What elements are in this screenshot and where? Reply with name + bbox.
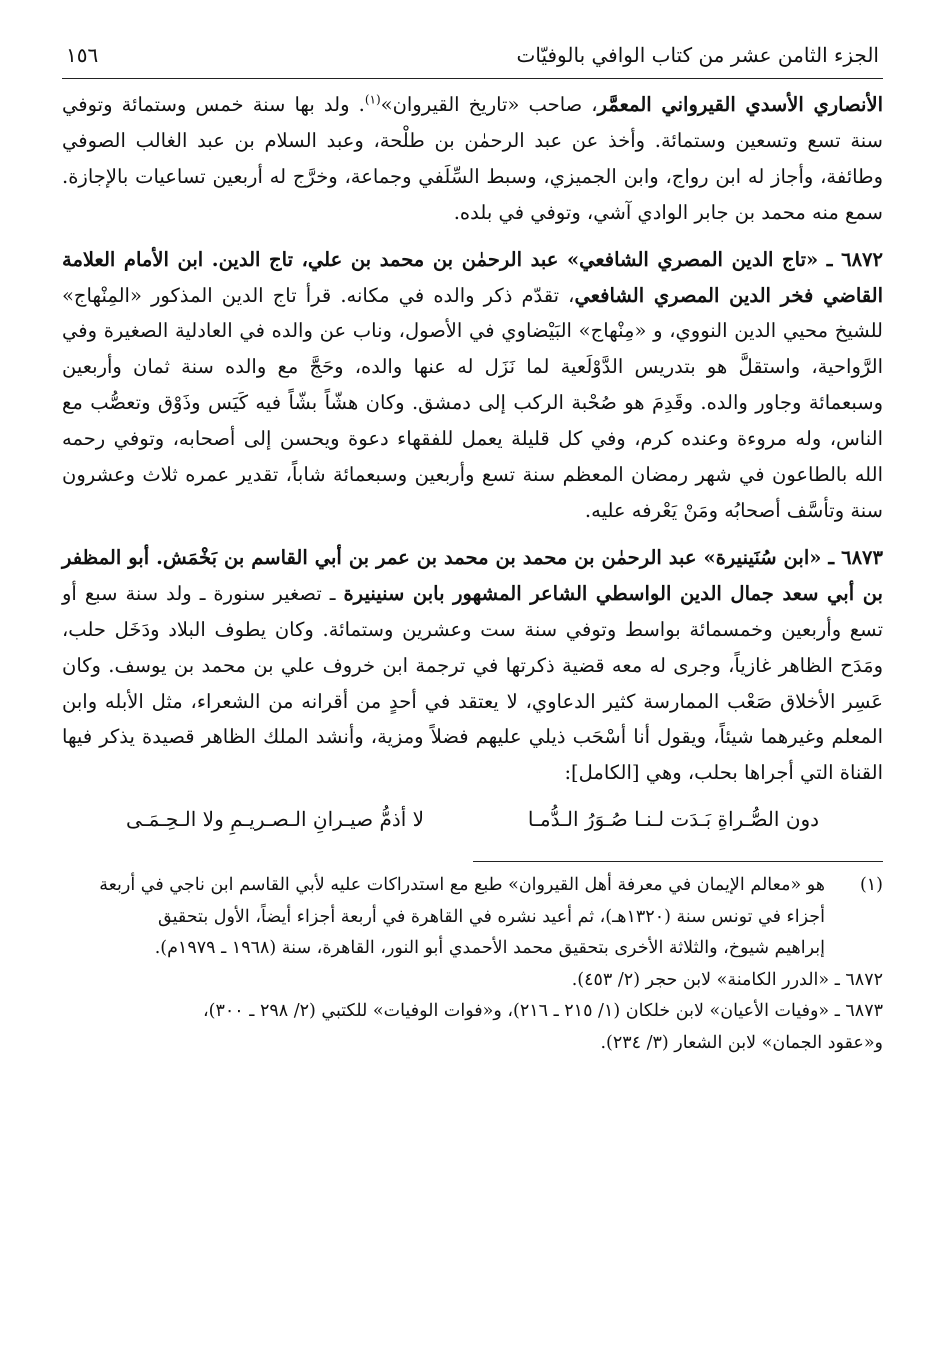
footnote-marker: (١) (859, 875, 883, 896)
entry-6872 (62, 242, 883, 529)
poetry-verse (62, 801, 883, 837)
entry-6873-text: ـ تصغير سنورة ـ ولد سنة سبع أو تسع وأربعين وخمسمائة بواسط وتوفي سنة ست وعشرين وستمائة. وكان يطوف البلاد ودَخَل حلب، ومَدَح الظاهر غازياً، وجرى له معه قضية ذكرتها في ترجمة ابن خروف علي بن محمد بن يوسف. وكان عَسِر الأخلاق صَعْب الممارسة كثير الدعاوي، لا يعتقد في أحدٍ من أقرانه من الشعراء، مثل الأبله وابن المعلم وغيرهما شيئاً، ويقول أنا أسْحَب ذيلي عليهم فضلاً ومزية، وأنشد الملك الظاهر قصيدة يذكر فيها القناة التي أجراها بحلب، وهي [الكامل]: (62, 581, 883, 785)
running-title: الجزء الثامن عشر من كتاب الوافي بالوفيّات (516, 43, 879, 67)
verse-hemistich-second: لا أذمُّ صيـرانِ الـصـريـمِ ولا الـحِـمَـى (125, 807, 425, 832)
source-note-6873 (62, 996, 883, 1059)
paragraph-lead: الأنصاري الأسدي القيرواني المعمَّر (597, 93, 883, 116)
page-header (62, 38, 883, 79)
footnote-line: أجزاء في تونس سنة (١٣٢٠هـ)، ثم أعيد نشره في القاهرة في أربعة أجزاء أيضاً، الأول بتحقيق (158, 906, 825, 927)
source-note-text (62, 996, 883, 1059)
source-note-text (62, 965, 883, 997)
continuation-paragraph (62, 87, 883, 231)
footnotes (62, 870, 883, 1059)
page-number: ١٥٦ (66, 43, 99, 67)
paragraph-after-lead: ، صاحب «تاريخ القيروان» (380, 93, 598, 116)
footnote-line: إبراهيم شيوخ، والثلاثة الأخرى بتحقيق محمد الأحمدي أبو النور، القاهرة، سنة (١٩٦٨ ـ ١٩٧٩م). (154, 938, 825, 959)
entry-6872-heading: ٦٨٧٢ ـ «تاج الدين المصري الشافعي» عبد الرحمٰن بن محمد بن علي، تاج الدين. ابن الأمام العلامة القاضي فخر الدين المصري الشافعي (62, 247, 883, 307)
source-note-line: و«عقود الجمان» لابن الشعار (٣/ ٢٣٤). (600, 1032, 883, 1053)
footnote-separator (473, 861, 883, 862)
entry-6873-heading: ٦٨٧٣ ـ «ابن سُنَينيرة» عبد الرحمٰن بن محمد بن محمد بن عمر بن أبي القاسم بن بَخْمَش. أبو المظفر بن أبي سعد جمال الدين الواسطي الشاعر المشهور بابن سنينيرة (62, 545, 883, 605)
source-note-line: ٦٨٧٣ ـ «وفيات الأعيان» لابن خلكان (١/ ٢١٥ ـ ٢١٦)، و«فوات الوفيات» للكتبي (٢/ ٢٩٨ ـ ٣٠٠)، (202, 1001, 883, 1022)
paragraph-text: . ولد بها سنة خمس وستمائة وتوفي سنة تسع وتسعين وستمائة. وأخذ عن عبد الرحمٰن بن طلْحة، وعبد السلام بن عبد الغالب الصوفي وطائفة، وأجاز له ابن رواج، وابن الجميزي، وسبط السِّلَفي وجماعة، وخرَّج له أربعين تساعيات بالإجازة. سمع منه محمد بن جابر الوادي آشي، وتوفي في بلده. (62, 93, 883, 224)
source-note-line: ٦٨٧٢ ـ «الدرر الكامنة» لابن حجر (٢/ ٤٥٣). (571, 969, 883, 990)
footnote-1 (62, 870, 883, 965)
footnote-line: هو «معالم الإيمان في معرفة أهل القيروان» طبع مع استدراكات عليه لأبي القاسم ابن ناجي في أربعة (99, 875, 825, 896)
entry-6872-text: ، تقدّم ذكر والده في مكانه. قرأ تاج الدين المذكور «المِنْهاج» للشيخ محيي الدين النووي، و «مِنْهاج» البَيْضاوي في الأصول، وناب عن والده في العادلية الصغيرة وفي الرَّواحية، واستقلَّ هو بتدريس الدَّوْلَعية لما نَزَل له عنها والده، وحَجَّ مع والده سنة ثمان وأربعين وسبعمائة وجاور والده. وقَدِمَ هو صُحْبة الركب إلى دمشق. وكان هشّاً بشّاً فيه كَيَس وذَوْق وتعصُّب مع الناس، وله مروءة وعنده كرم، وفي كل قليلة يعمل للفقهاء دعوة ويحسن إلى أصحابه، وتوفي رحمه الله بالطاعون في شهر رمضان المعظم سنة تسع وأربعين وسبعمائة شاباً، تقدير عمره ثلاث وعشرون سنة وتأسَّف أصحابُه ومَنْ يَعْرفه عليه. (62, 283, 883, 522)
verse-hemistich-first: دون الصُّـراةِ بَـدَت لـنـا صُـوَرُ الـدُّمـا (527, 807, 820, 832)
page-body (62, 87, 883, 837)
footnote-reference: (١) (364, 92, 381, 107)
source-note-6872 (62, 965, 883, 997)
entry-6873 (62, 540, 883, 791)
footnote-text (62, 870, 825, 965)
